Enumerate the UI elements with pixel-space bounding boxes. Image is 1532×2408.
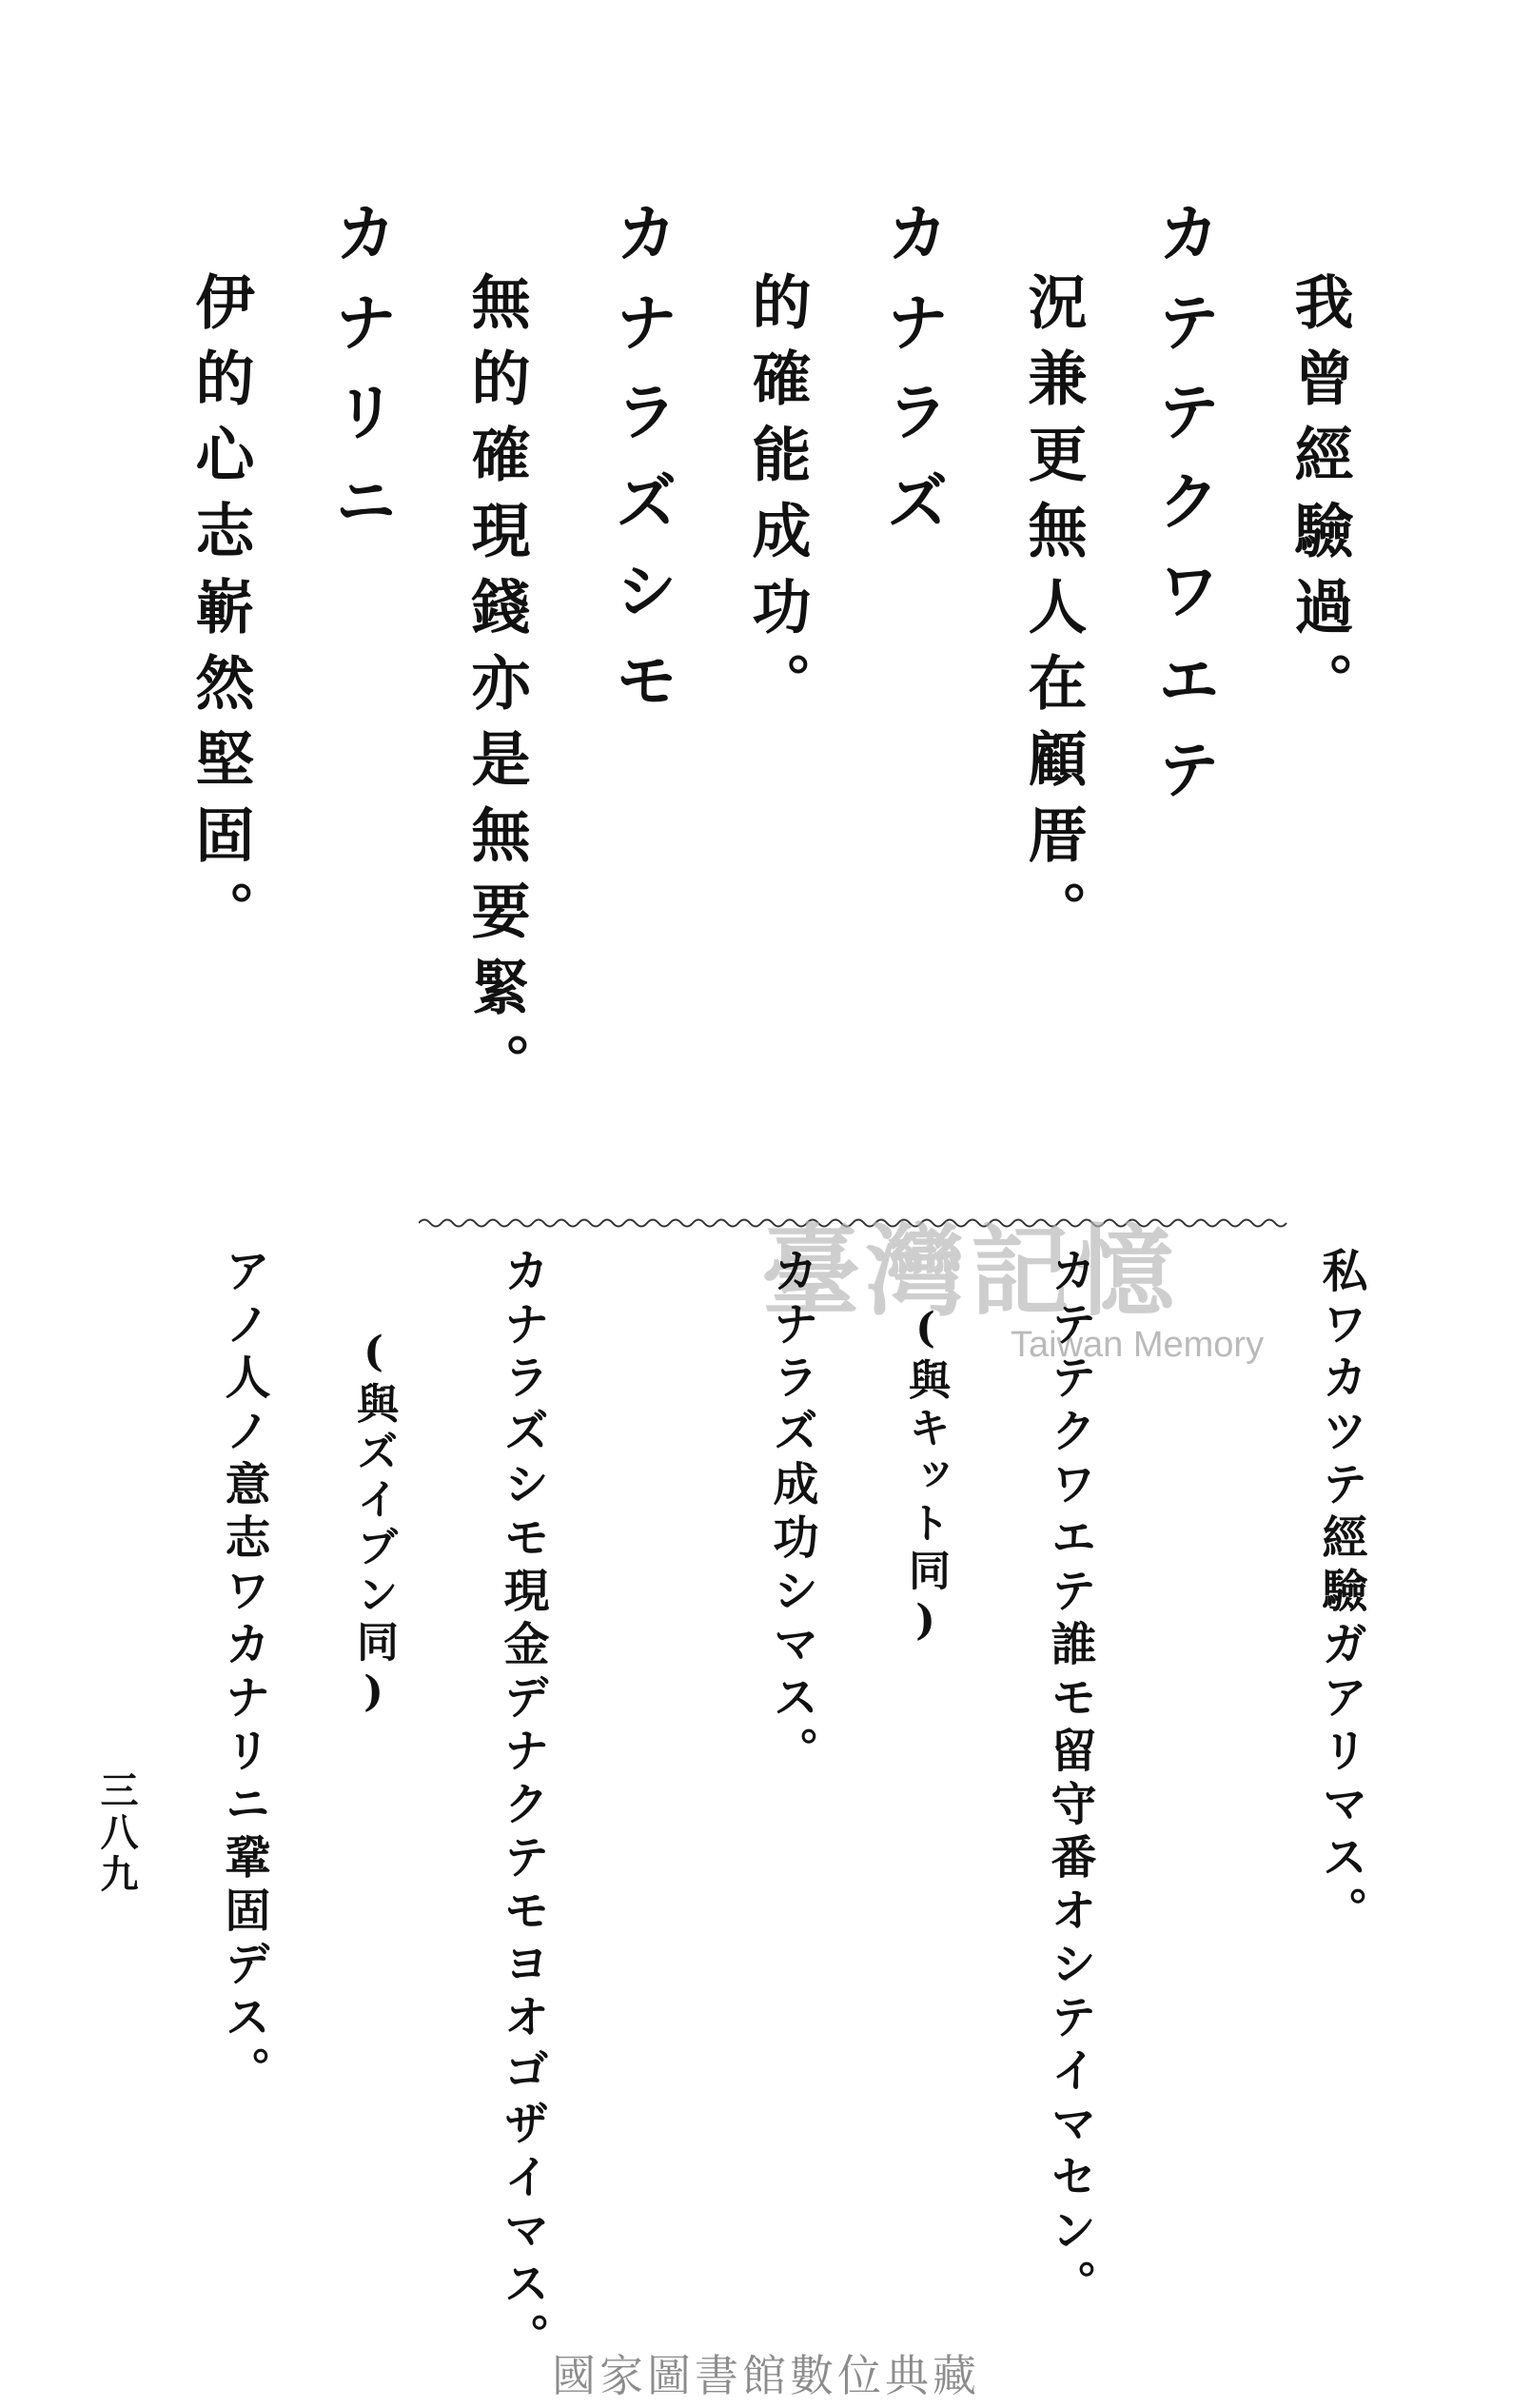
upper-line-1: 我曾經驗過。: [1285, 271, 1354, 728]
upper-line-3: 的確能成功。: [742, 271, 812, 728]
lower-note-kitto: (與キット同): [901, 1304, 950, 1650]
watermark-subtitle: Taiwan Memory: [1011, 1325, 1265, 1365]
lower-note-zuibun: (與ズイブン同): [349, 1328, 398, 1722]
watermark-title: 臺灣記憶: [761, 1213, 1181, 1330]
lower-line-2: カテテクワエテ誰モ留守番オシテイマセン。: [1043, 1247, 1096, 2313]
lower-line-4: カナラズシモ現金デナクテモヨオゴザイマス。: [496, 1247, 549, 2366]
footer-collection-label: 國家圖書館數位典藏: [552, 2350, 980, 2401]
taiwan-memory-watermark: [761, 1192, 1275, 1382]
upper-heading-katete: カテテクワエテ: [1147, 200, 1220, 826]
upper-line-4: 無的確現錢亦是無要緊。: [462, 271, 531, 1109]
upper-heading-kanarazushimo: カナラズシモ: [604, 200, 678, 737]
upper-heading-kanarazu: カナラズ: [875, 200, 949, 558]
upper-line-2: 況兼更無人在顧厝。: [1018, 271, 1088, 957]
lower-line-1: 私ワカツテ經驗ガアリマス。: [1314, 1247, 1367, 1940]
lower-line-3: カナラズ成功シマス。: [765, 1247, 818, 1780]
page-number: 三八九: [94, 1770, 139, 1896]
lower-line-5: アノ人ノ意志ワカナリニ鞏固デス。: [217, 1247, 270, 2100]
upper-line-5: 伊的心志嶄然堅固。: [186, 271, 255, 957]
upper-heading-kanarini: カナリニ: [324, 200, 397, 558]
